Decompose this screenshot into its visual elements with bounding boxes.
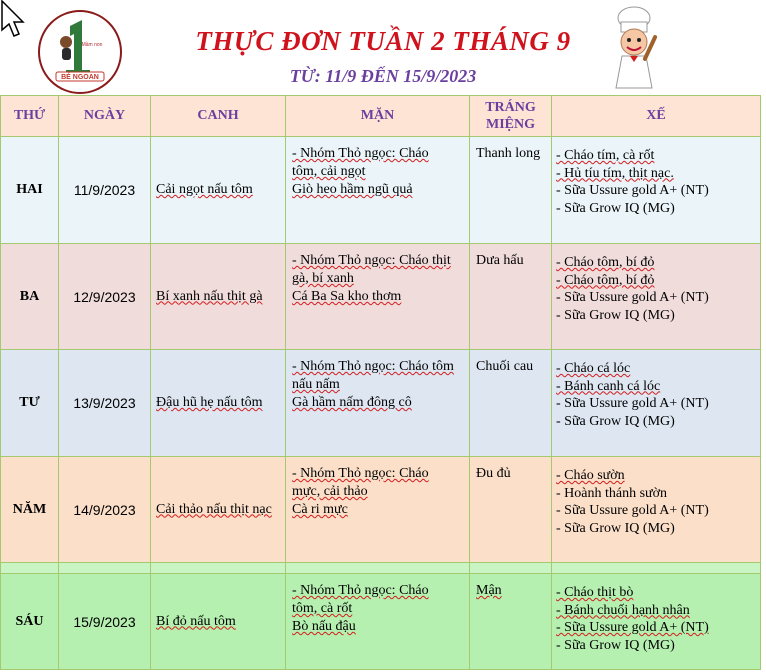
dessert-text: Mận	[476, 583, 502, 598]
date-cell: 14/9/2023	[59, 457, 151, 563]
mouse-cursor-icon	[0, 0, 26, 40]
main-dish-line: - Nhóm Thỏ ngọc: Cháo	[292, 146, 429, 161]
column-header-snack: XẾ	[552, 96, 761, 137]
day-cell: NĂM	[1, 457, 59, 563]
snack-line: - Bánh canh cá lóc	[556, 378, 661, 394]
snack-line: - Cháo thịt bò	[556, 585, 634, 600]
main-dish-cell	[286, 574, 470, 670]
dessert-cell: Đu đủ	[470, 457, 552, 563]
snack-cell	[552, 137, 761, 244]
page-title: THỰC ĐƠN TUẦN 2 THÁNG 9	[195, 26, 571, 56]
page-subtitle: TỪ: 11/9 ĐẾN 15/9/2023	[289, 66, 477, 86]
column-header-soup: CANH	[151, 96, 286, 137]
snack-cell	[552, 457, 761, 563]
table-row	[1, 457, 761, 563]
main-dish-line: nấu nấm	[292, 377, 340, 392]
table-row	[1, 137, 761, 244]
main-dish-line: mực, cải thảo	[292, 484, 368, 499]
snack-line: - Cháo tôm, bí đỏ	[556, 272, 655, 288]
main-dish-cell	[286, 137, 470, 244]
snack-line: - Sữa Ussure gold A+ (NT)	[556, 620, 709, 635]
snack-line: - Sữa Grow IQ (MG)	[556, 520, 675, 536]
snack-line: - Sữa Ussure gold A+ (NT)	[556, 396, 709, 411]
main-dish-line: - Nhóm Thỏ ngọc: Cháo	[292, 466, 429, 481]
date-cell: 12/9/2023	[59, 244, 151, 350]
snack-line: - Hoành thánh sườn	[556, 485, 668, 501]
day-cell: BA	[1, 244, 59, 350]
main-dish-cell	[286, 457, 470, 563]
snack-cell	[552, 574, 761, 670]
date-cell: 13/9/2023	[59, 350, 151, 457]
soup-text: Bí đỏ nấu tôm	[156, 613, 236, 629]
main-dish-cell	[286, 350, 470, 457]
table-row	[1, 350, 761, 457]
day-cell: SÁU	[1, 574, 59, 670]
snack-line: - Sữa Ussure gold A+ (NT)	[556, 183, 709, 198]
snack-cell	[552, 350, 761, 457]
soup-cell	[151, 350, 286, 457]
main-dish-line: gà, bí xanh	[292, 271, 354, 286]
soup-text: Cải ngọt nấu tôm	[156, 182, 253, 197]
snack-line: - Hủ tíu tím, thịt nạc.	[556, 165, 674, 181]
logo-top-text: Mầm non	[81, 42, 103, 48]
main-dish-line: - Nhóm Thỏ ngọc: Cháo tôm	[292, 359, 454, 374]
day-cell: HAI	[1, 137, 59, 244]
weekly-menu-table	[0, 95, 761, 670]
main-dish-line: tôm, cải ngọt	[292, 164, 366, 179]
date-cell: 15/9/2023	[59, 574, 151, 670]
page-header	[0, 0, 766, 94]
column-header-date: NGÀY	[59, 96, 151, 137]
day-cell: TƯ	[1, 350, 59, 457]
snack-line: - Sữa Grow IQ (MG)	[556, 637, 675, 653]
main-dish-line: - Nhóm Thỏ ngọc: Cháo	[292, 583, 429, 598]
snack-line: - Sữa Ussure gold A+ (NT)	[556, 290, 709, 305]
spacer-row	[1, 563, 761, 574]
logo-name-text: BÉ NGOAN	[61, 74, 99, 81]
date-cell: 11/9/2023	[59, 137, 151, 244]
snack-line: - Cháo tôm, bí đỏ	[556, 255, 655, 270]
main-dish-line: Gà hầm nấm đông cô	[292, 395, 412, 410]
dessert-cell: Dưa hấu	[470, 244, 552, 350]
soup-text: Cải thảo nấu thịt nạc	[156, 501, 272, 517]
table-header-row	[1, 96, 761, 137]
table-row	[1, 244, 761, 350]
main-dish-line: Cà ri mực	[292, 502, 348, 517]
main-dish-line: - Nhóm Thỏ ngọc: Cháo thịt	[292, 253, 451, 268]
main-dish-line: tôm, cà rốt	[292, 601, 353, 616]
snack-line: - Sữa Grow IQ (MG)	[556, 413, 675, 429]
main-dish-line: Giò heo hầm ngũ quả	[292, 182, 413, 197]
main-dish-line: Cá Ba Sa kho thơm	[292, 289, 402, 304]
snack-line: - Sữa Grow IQ (MG)	[556, 200, 675, 216]
soup-cell	[151, 457, 286, 563]
snack-line: - Cháo sườn	[556, 468, 625, 483]
snack-line: - Sữa Grow IQ (MG)	[556, 307, 675, 323]
dessert-cell	[470, 574, 552, 670]
table-row	[1, 574, 761, 670]
column-header-day: THỨ	[1, 96, 59, 137]
dessert-cell: Thanh long	[470, 137, 552, 244]
snack-line: - Cháo cá lóc	[556, 361, 631, 376]
soup-cell	[151, 137, 286, 244]
soup-text: Bí xanh nấu thịt gà	[156, 288, 263, 304]
snack-line: - Bánh chuối hạnh nhân	[556, 602, 690, 618]
snack-line: - Cháo tím, cà rốt	[556, 148, 655, 163]
soup-text: Đậu hũ hẹ nấu tôm	[156, 395, 263, 410]
column-header-main: MẶN	[286, 96, 470, 137]
soup-cell	[151, 574, 286, 670]
snack-cell	[552, 244, 761, 350]
snack-line: - Sữa Ussure gold A+ (NT)	[556, 503, 709, 518]
dessert-cell: Chuối cau	[470, 350, 552, 457]
main-dish-cell	[286, 244, 470, 350]
column-header-dessert: TRÁNG MIỆNG	[470, 96, 552, 137]
chef-icon	[604, 4, 666, 92]
main-dish-line: Bò nấu đậu	[292, 619, 356, 634]
soup-cell	[151, 244, 286, 350]
